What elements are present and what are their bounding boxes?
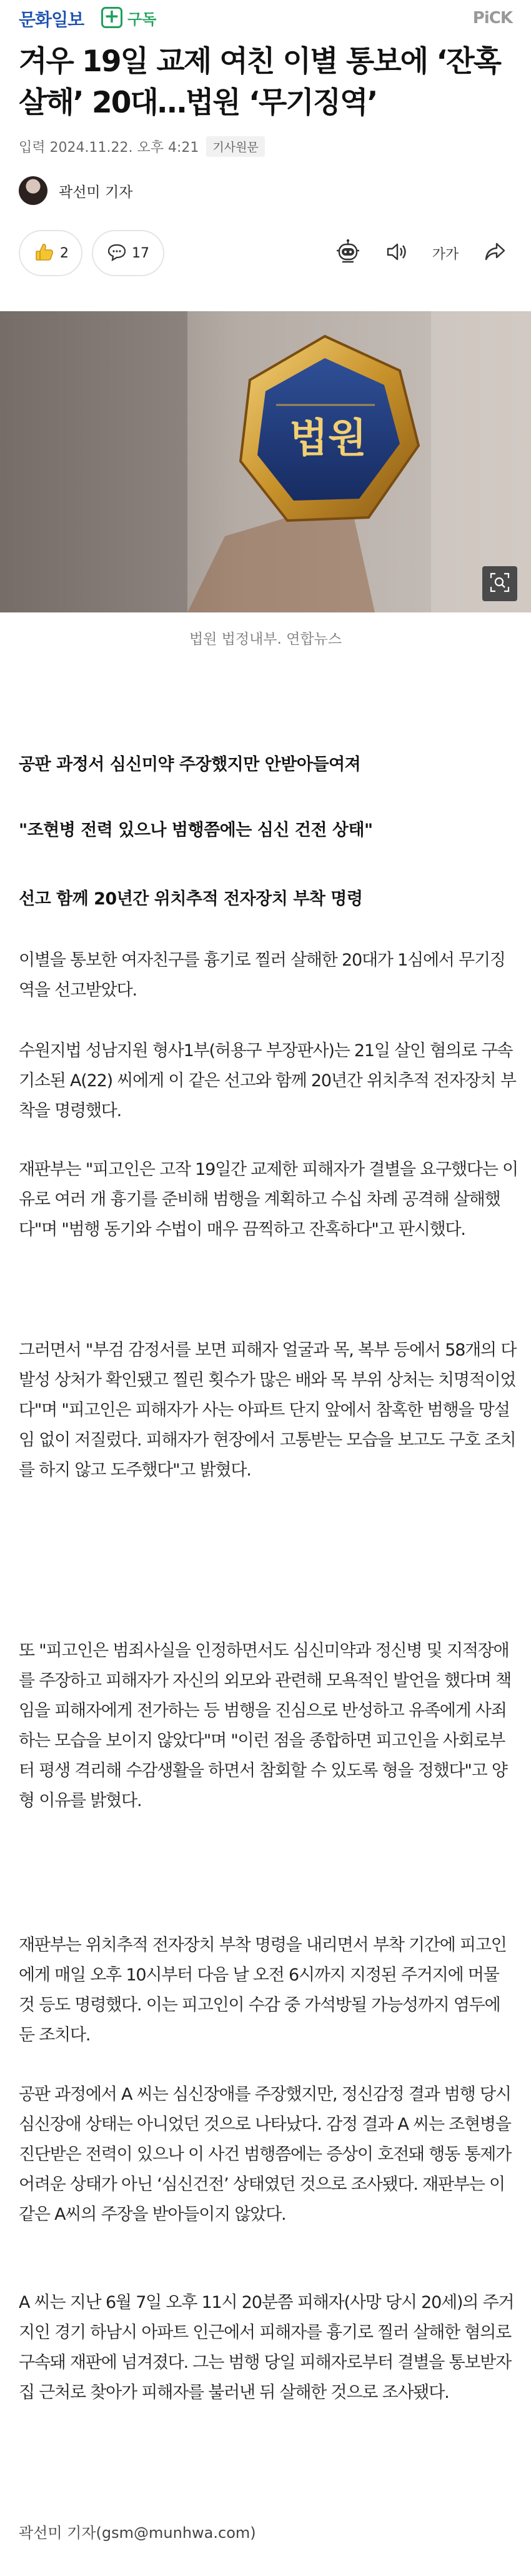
press-logo[interactable]: 문화일보 [19,9,84,30]
body-paragraph: A 씨는 지난 6월 7일 오후 11시 20분쯤 피해자(사망 당시 20세)의 주거지인 경기 하남시 아파트 인근에서 피해자를 흉기로 찔러 살해한 혐의로 구속돼 재판에 넘겨졌다. 그는 범행 당일 피해자로부터 결별을 통보받자 집 근처로 찾아가 피해자를 불러낸 뒤 살해한 것으로 조사됐다. [19,2293,514,2402]
summary-line-2: "조현병 전력 있으나 범행쯤에는 심신 건전 상태" [19,821,373,840]
court-emblem-image [0,311,531,612]
body-paragraph: 이별을 통보한 여자친구를 흉기로 찔러 살해한 20대가 1심에서 무기징역을 선고받았다. [19,951,505,1000]
like-icon [34,241,55,265]
plus-icon: + [101,7,122,28]
share-button[interactable] [481,239,510,267]
like-button[interactable] [19,230,82,276]
share-icon [483,239,508,267]
zoom-icon [489,572,510,596]
top-header [0,0,531,40]
robot-summary-icon [334,238,362,268]
comment-button[interactable] [92,230,164,276]
author-name[interactable]: 곽선미 기자 [59,184,133,201]
body-paragraph: 재판부는 "피고인은 고작 19일간 교제한 피해자가 결별을 요구했다는 이유로 여러 개 흉기를 준비해 범행을 계획하고 수십 차례 공격해 살해했다"며 "범행 동기와 수법이 매우 끔찍하고 잔혹하다"고 판시했다. [19,1160,518,1239]
subscribe-label: 구독 [127,10,157,28]
zoom-button[interactable] [482,566,517,601]
subscribe-button[interactable] [101,7,156,27]
reporter-byline: 곽선미 기자(gsm@munhwa.com) [19,2524,256,2542]
body-paragraph: 그러면서 "부검 감정서를 보면 피해자 얼굴과 목, 복부 등에서 58개의 다발성 상처가 확인됐고 찔린 횟수가 많은 배와 목 부위 상처는 치명적이었다"며 "피고인은 피해자가 사는 아파트 단지 앞에서 참혹한 범행을 망설임 없이 저질렀다. 피해자가 현장에서 고통받는 모습을 보고도 구호 조치를 하지 않고 도주했다"고 밝혔다. [19,1340,517,1480]
comment-count: 17 [132,245,149,261]
pick-badge[interactable]: PiCK [472,9,512,27]
body-paragraph: 또 "피고인은 범죄사실을 인정하면서도 심신미약과 정신병 및 지적장애를 주장하고 피해자가 자신의 외모와 관련해 모욕적인 발언을 했다며 책임을 피해자에게 전가하는 등 범행을 진심으로 반성하고 유족에게 사죄하는 모습을 보이지 않았다"며 "이런 점을 종합하면 피고인을 사회로부터 평생 격리해 수감생활을 하면서 참회할 수 있도록 형을 정했다"고 양형 이유를 밝혔다. [19,1641,512,1810]
action-toolbar [0,230,531,277]
body-paragraph: 수원지법 성남지원 형사1부(허용구 부장판사)는 21일 살인 혐의로 구속 기소된 A(22) 씨에게 이 같은 선고와 함께 20년간 위치추적 전자장치 부착을 명령했다. [19,1041,516,1121]
robot-summary-button[interactable] [334,239,362,267]
comment-icon [107,242,127,264]
court-sign-text: 법원 [289,416,367,462]
article-meta [19,136,265,156]
body-paragraph: 공판 과정에서 A 씨는 심신장애를 주장했지만, 정신감정 결과 범행 당시 심신장애 상태는 아니었던 것으로 나타났다. 감정 결과 A 씨는 조현병을 진단받은 전력이 있으나 이 사건 범행쯤에는 증상이 호전돼 행동 통제가 어려운 상태가 아닌 ‘심신건전’ 상태였던 것으로 조사됐다. 재판부는 이 같은 A씨의 주장을 받아들이지 않았다. [19,2085,512,2224]
author-avatar [19,176,47,205]
audio-icon [384,239,409,267]
author-row[interactable] [19,176,132,205]
article-title: 겨우 19일 교제 여친 이별 통보에 ‘잔혹 살해’ 20대…법원 ‘무기징역’ [19,44,501,120]
audio-button[interactable] [382,239,411,267]
like-count: 2 [60,245,69,261]
photo-caption: 법원 법정내부. 연합뉴스 [189,631,342,647]
publish-date: 입력 2024.11.22. 오후 4:21 [19,139,199,156]
summary-line-3: 선고 함께 20년간 위치추적 전자장치 부착 명령 [19,889,363,909]
font-size-button[interactable] [430,239,461,267]
article-photo[interactable] [0,311,531,612]
font-size-icon: 가가 [432,246,459,262]
body-paragraph: 재판부는 위치추적 전자장치 부착 명령을 내리면서 부착 기간에 피고인에게 매일 오후 10시부터 다음 날 오전 6시까지 지정된 주거지에 머물 것 등도 명령했다. 이는 피고인이 수감 중 가석방될 가능성까지 염두에 둔 조치다. [19,1935,507,2045]
original-article-link[interactable]: 기사원문 [206,136,264,157]
summary-line-1: 공판 과정서 심신미약 주장했지만 안받아들여져 [19,755,361,774]
